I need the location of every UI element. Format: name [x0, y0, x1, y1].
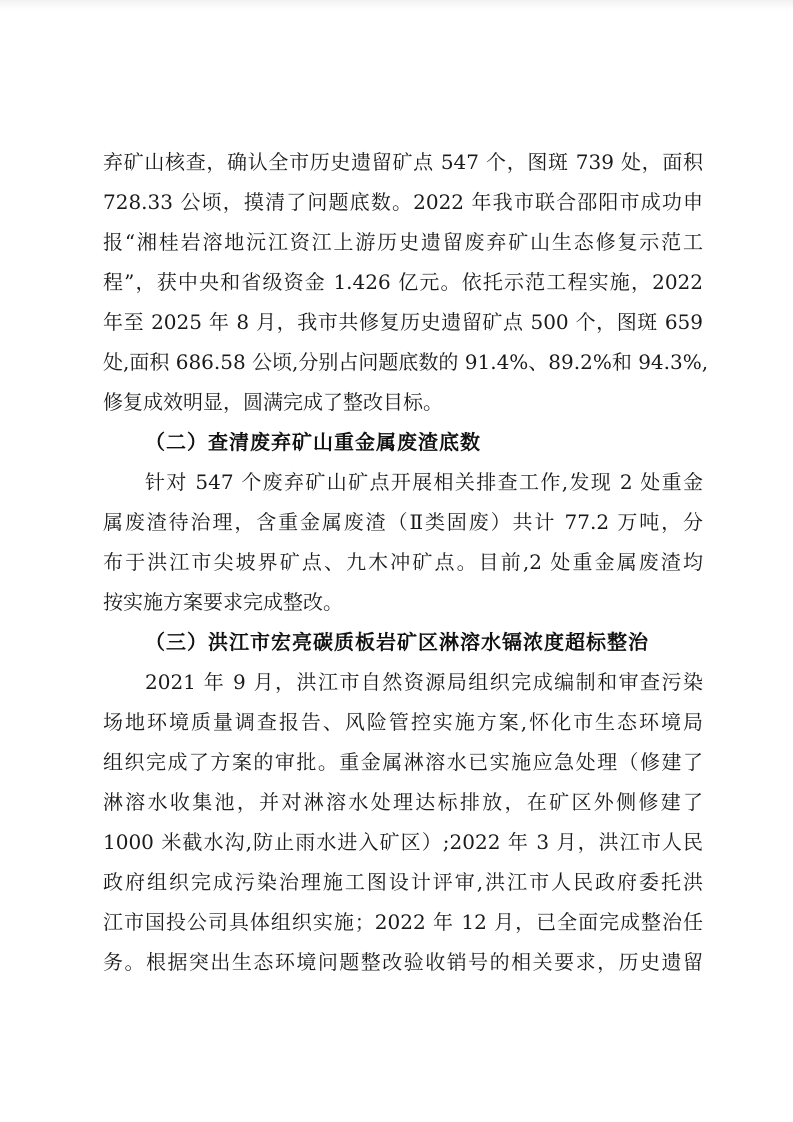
text-line: 针对 547 个废弃矿山矿点开展相关排查工作,发现 2 处重金: [145, 470, 703, 494]
text-line: 属废渣待治理，含重金属废渣（Ⅱ类固废）共计 77.2 万吨，分: [103, 510, 703, 534]
text-line: 处,面积 686.58 公顷,分别占问题底数的 91.4%、89.2%和 94.3%,: [103, 350, 709, 374]
text-line: 按实施方案要求完成整改。: [103, 590, 343, 614]
scan-top-shadow: [0, 0, 793, 14]
text-line: 报“湘桂岩溶地沅江资江上游历史遗留废弃矿山生态修复示范工: [103, 230, 703, 254]
section-heading-2: （二）查清废弃矿山重金属废渣底数: [145, 430, 481, 454]
text-line: 修复成效明显，圆满完成了整改目标。: [103, 390, 443, 414]
text-line: 弃矿山核查，确认全市历史遗留矿点 547 个，图斑 739 处，面积: [103, 150, 703, 174]
text-line: 淋溶水收集池，并对淋溶水处理达标排放，在矿区外侧修建了: [103, 790, 703, 814]
document-body: [103, 142, 709, 982]
text-line: 江市国投公司具体组织实施；2022 年 12 月，已全面完成整治任: [103, 910, 703, 934]
text-line: 场地环境质量调查报告、风险管控实施方案,怀化市生态环境局: [103, 710, 703, 734]
text-line: 程”，获中央和省级资金 1.426 亿元。依托示范工程实施，2022: [103, 270, 703, 294]
text-line: 2021 年 9 月，洪江市自然资源局组织完成编制和审查污染: [145, 670, 703, 694]
text-line: 年至 2025 年 8 月，我市共修复历史遗留矿点 500 个，图斑 659: [103, 310, 703, 334]
text-line: 布于洪江市尖坡界矿点、九木冲矿点。目前,2 处重金属废渣均: [103, 550, 703, 574]
text-line: 728.33 公顷，摸清了问题底数。2022 年我市联合邵阳市成功申: [103, 190, 703, 214]
text-line: 组织完成了方案的审批。重金属淋溶水已实施应急处理（修建了: [103, 750, 703, 774]
text-line: 务。根据突出生态环境问题整改验收销号的相关要求，历史遗留: [103, 950, 703, 974]
section-heading-3: （三）洪江市宏亮碳质板岩矿区淋溶水镉浓度超标整治: [145, 630, 649, 654]
text-line: 政府组织完成污染治理施工图设计评审,洪江市人民政府委托洪: [103, 870, 703, 894]
text-line: 1000 米截水沟,防止雨水进入矿区）;2022 年 3 月，洪江市人民: [103, 830, 703, 854]
